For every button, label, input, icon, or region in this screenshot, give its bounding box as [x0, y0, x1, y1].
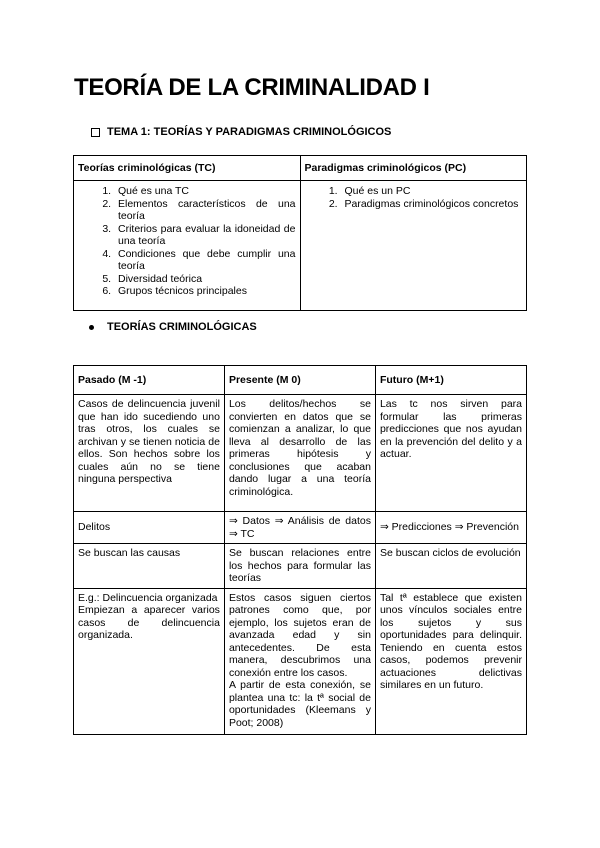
section-heading-text: TEORÍAS CRIMINOLÓGICAS [107, 321, 257, 333]
table-cell: ⇒ Predicciones ⇒ Prevención [375, 512, 526, 544]
list-item: 4. Condiciones que debe cumplir una teoría [114, 248, 296, 273]
list-item: 3. Criterios para evaluar la idoneidad de una teoría [114, 223, 296, 248]
list-item: 1. Qué es un PC [341, 185, 523, 198]
table-cell: Se buscan relaciones entre los hechos para formular las teorías [224, 544, 375, 589]
table-row [74, 181, 527, 311]
table-header-row [74, 156, 527, 181]
list-item: 1. Qué es una TC [114, 185, 296, 198]
document-title: TEORÍA DE LA CRIMINALIDAD I [74, 74, 430, 101]
table-cell: Se buscan las causas [74, 544, 225, 589]
table-cell: ⇒ Datos ⇒ Análisis de datos ⇒ TC [224, 512, 375, 544]
table-cell: Estos casos siguen ciertos patrones como que, por ejemplo, los sujetos eran de avanzada edad y sin antecedentes. De esta manera, descubrimos una conexión entre los casos. A partir de esta conexión, se plantea una tc: la tª social de oportunidades (Kleemans y Poot; 2008) [224, 588, 375, 734]
table-row [74, 544, 527, 589]
tc-list-cell [74, 181, 301, 311]
table-cell: Tal tª establece que existen unos vínculos sociales entre los sujetos y sus oportunidades para delinquir. Teniendo en cuenta estos casos, podemos prevenir actuaciones delictivas similares en un futuro. [375, 588, 526, 734]
header-futuro: Futuro (M+1) [375, 366, 526, 395]
list-item: 2. Elementos característicos de una teoría [114, 198, 296, 223]
pc-list-cell [300, 181, 527, 311]
table-cell: Se buscan ciclos de evolución [375, 544, 526, 589]
table-cell: Las tc nos sirven para formular las primeras predicciones que nos ayudan en la prevención del delito y a actuar. [375, 395, 526, 512]
list-item: 2. Paradigmas criminológicos concretos [341, 198, 523, 211]
table-row [74, 588, 527, 734]
table-header-row [74, 366, 527, 395]
list-item: 6. Grupos técnicos principales [114, 285, 296, 298]
topics-table [73, 155, 527, 311]
pc-list [305, 185, 523, 210]
table-cell: Los delitos/hechos se convierten en datos que se comienzan a analizar, lo que lleva al desarrollo de las primeras hipótesis y conclusiones que acaban dando lugar a una teoría criminológica. [224, 395, 375, 512]
bullet-icon [89, 325, 94, 330]
table-row [74, 395, 527, 512]
tc-list [78, 185, 296, 298]
list-item: 5. Diversidad teórica [114, 273, 296, 286]
header-pasado: Pasado (M -1) [74, 366, 225, 395]
header-tc: Teorías criminológicas (TC) [74, 156, 301, 181]
table-cell: Casos de delincuencia juvenil que han ido sucediendo uno tras otros, los cuales se archivan y se tienen noticia de ellos. Son hechos sobre los cuales aún no se tiene ninguna perspectiva [74, 395, 225, 512]
table-cell: Delitos [74, 512, 225, 544]
table-cell: E.g.: Delincuencia organizada Empiezan a aparecer varios casos de delincuencia organizada. [74, 588, 225, 734]
topic-heading [91, 126, 391, 138]
timeline-table [73, 365, 527, 735]
header-presente: Presente (M 0) [224, 366, 375, 395]
checkbox-icon [91, 128, 100, 137]
table-row [74, 512, 527, 544]
section-heading [89, 321, 257, 333]
topic-heading-text: TEMA 1: TEORÍAS Y PARADIGMAS CRIMINOLÓGICOS [107, 126, 392, 138]
header-pc: Paradigmas criminológicos (PC) [300, 156, 527, 181]
